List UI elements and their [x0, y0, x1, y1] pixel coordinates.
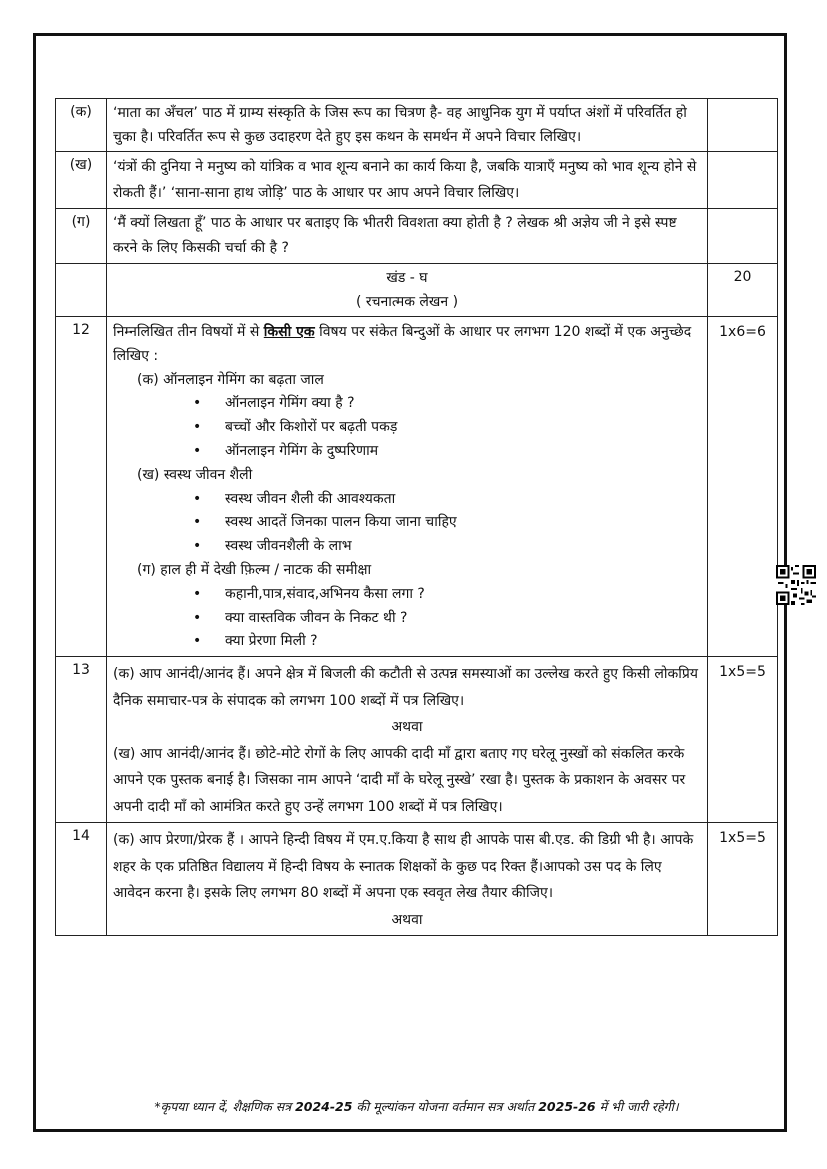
question-number: (क) [56, 99, 107, 152]
list-item: • बच्चों और किशोरों पर बढ़ती पकड़ [193, 416, 701, 440]
list-item: • क्या वास्तविक जीवन के निकट थी ? [193, 607, 701, 631]
marks-cell: 1x6=6 [708, 317, 778, 657]
emphasis-text: किसी एक [263, 324, 315, 340]
or-label: अथवा [391, 911, 423, 928]
q12-intro: निम्नलिखित तीन विषयों में से किसी एक विषय पर संकेत बिन्दुओं के आधार पर लगभग 120 शब्दों में एक अनुच्छेद लिखिए : [113, 324, 692, 364]
table-row [56, 209, 778, 264]
session-year: 2025-26 [538, 1099, 596, 1114]
topic-title: (क) ऑनलाइन गेमिंग का बढ़ता जाल [137, 371, 324, 388]
section-title: खंड - घ [386, 270, 428, 286]
section-subtitle: ( रचनात्मक लेखन ) [355, 294, 459, 310]
question-12-row [56, 317, 778, 657]
list-item: • स्वस्थ जीवन शैली की आवश्यकता [193, 488, 701, 512]
marks-cell [708, 99, 778, 152]
question-13-row [56, 657, 778, 823]
q13-option-b: (ख) आप आनंदी/आनंद हैं। छोटे-मोटे रोगों के लिए आपकी दादी माँ द्वारा बताए गए घरेलू नुस्खों को संकलित करके आपने एक पुस्तक बनाई है। जिसका नाम आपने ‘दादी माँ के घरेलू नुस्खे’ रखा है। पुस्तक के प्रकाशन के अवसर पर अपनी दादी माँ को आमंत्रित करते हुए उन्हें लगभग 100 शब्दों में पत्र लिखिए। [113, 745, 686, 815]
list-item: • ऑनलाइन गेमिंग के दुष्परिणाम [193, 440, 701, 464]
marks-cell [708, 152, 778, 209]
topic-title: (ग) हाल ही में देखी फ़िल्म / नाटक की समीक्षा [137, 561, 372, 578]
section-marks: 20 [708, 264, 778, 317]
question-text: ‘यंत्रों की दुनिया ने मनुष्य को यांत्रिक व भाव शून्य बनाने का कार्य किया है, जबकि यात्राएँ मनुष्य को भाव शून्य होने से रोकती हैं।’ ‘साना-साना हाथ जोड़ि’ पाठ के आधार पर आप अपने विचार लिखिए। [107, 152, 708, 209]
table-row [56, 99, 778, 152]
q13-option-a: (क) आप आनंदी/आनंद हैं। अपने क्षेत्र में बिजली की कटौती से उत्पन्न समस्याओं का उल्लेख करते हुए किसी लोकप्रिय दैनिक समाचार-पत्र के संपादक को लगभग 100 शब्दों में पत्र लिखिए। [113, 666, 699, 709]
question-number: (ग) [56, 209, 107, 264]
list-item: • स्वस्थ जीवनशैली के लाभ [193, 535, 701, 559]
question-number: 14 [56, 823, 107, 936]
marks-cell [708, 209, 778, 264]
marks-cell: 1x5=5 [708, 823, 778, 936]
table-row [56, 152, 778, 209]
list-item: • क्या प्रेरणा मिली ? [193, 630, 701, 654]
question-number: 13 [56, 657, 107, 823]
qr-code-icon [776, 565, 816, 605]
session-year: 2024-25 [295, 1099, 353, 1114]
list-item: • ऑनलाइन गेमिंग क्या है ? [193, 392, 701, 416]
question-number: (ख) [56, 152, 107, 209]
marks-cell: 1x5=5 [708, 657, 778, 823]
or-label: अथवा [391, 719, 423, 736]
question-text: ‘मैं क्यों लिखता हूँ’ पाठ के आधार पर बताइए कि भीतरी विवशता क्या होती है ? लेखक श्री अज्ञेय जी ने इसे स्पष्ट करने के लिए किसकी चर्चा की है ? [107, 209, 708, 264]
list-item: • स्वस्थ आदतें जिनका पालन किया जाना चाहिए [193, 511, 701, 535]
footer-note: *कृपया ध्यान दें, शैक्षणिक सत्र 2024-25 की मूल्यांकन योजना वर्तमान सत्र अर्थात 2025-26 में भी जारी रहेगी। [154, 1099, 679, 1114]
topic-points [113, 583, 701, 654]
q14-option-a: (क) आप प्रेरणा/प्रेरक हैं । आपने हिन्दी विषय में एम.ए.किया है साथ ही आपके पास बी.एड. की डिग्री भी है। आपके शहर के एक प्रतिष्ठित विद्यालय में हिन्दी विषय के स्नातक शिक्षकों के कुछ पद रिक्त हैं।आपको उस पद के लिए आवेदन करना है। इसके लिए लगभग 80 शब्दों में अपना एक स्ववृत लेख तैयार कीजिए। [113, 832, 694, 902]
topic-title: (ख) स्वस्थ जीवन शैली [137, 466, 253, 483]
question-14-row [56, 823, 778, 936]
question-text: ‘माता का अँचल’ पाठ में ग्राम्य संस्कृति के जिस रूप का चित्रण है- वह आधुनिक युग में पर्याप्त अंशों में परिवर्तित हो चुका है। परिवर्तित रूप से कुछ उदाहरण देते हुए इस कथन के समर्थन में अपने विचार लिखिए। [107, 99, 708, 152]
list-item: • कहानी,पात्र,संवाद,अभिनय कैसा लगा ? [193, 583, 701, 607]
topic-points [113, 392, 701, 463]
question-table [55, 98, 778, 936]
section-row [56, 264, 778, 317]
topic-points [113, 488, 701, 559]
question-number: 12 [56, 317, 107, 657]
